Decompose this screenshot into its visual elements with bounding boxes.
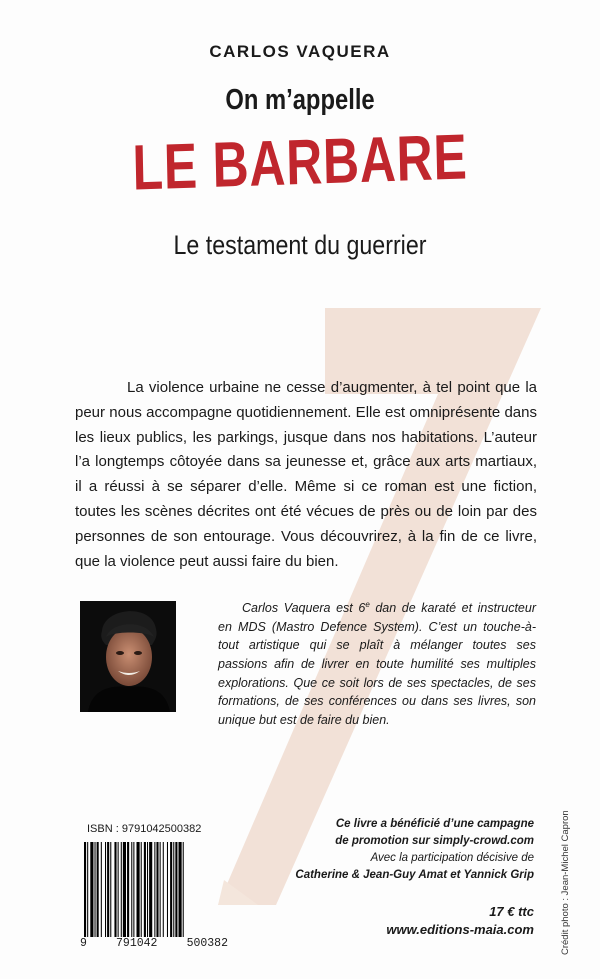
price: 17 € ttc	[489, 904, 534, 919]
barcode-bar	[114, 842, 116, 937]
promo-line-1: Ce livre a bénéficié d’une campagne	[335, 818, 534, 830]
author-photo	[80, 601, 176, 712]
barcode-bar	[149, 842, 152, 937]
barcode-bar	[123, 842, 126, 937]
promo-line-4: Catherine & Jean-Guy Amat et Yannick Grip	[295, 869, 534, 881]
publisher-website: www.editions-maia.com	[386, 922, 534, 937]
barcode-bar	[173, 842, 174, 937]
author-portrait-image	[80, 601, 176, 712]
barcode-bar	[133, 842, 134, 937]
barcode-digits-left: 791042	[116, 937, 158, 950]
subtitle: Le testament du guerrier	[173, 230, 427, 260]
promo-block	[290, 816, 534, 884]
barcode-bar	[131, 842, 132, 937]
promo-line-3: Avec la participation décisive de	[370, 852, 534, 864]
author-bio	[218, 596, 536, 729]
barcode-bar	[107, 842, 109, 937]
barcode-bar	[154, 842, 155, 937]
blurb-paragraph	[75, 376, 537, 574]
barcode-bar	[147, 842, 148, 937]
barcode-bar	[97, 842, 99, 937]
isbn-label: ISBN : 9791042500382	[87, 823, 202, 835]
barcode-bar	[170, 842, 172, 937]
barcode-bar	[137, 842, 140, 937]
barcode-bar	[95, 842, 96, 937]
barcode-bar	[101, 842, 102, 937]
photo-credit: Crédit photo : Jean-Michel Capron	[560, 810, 571, 955]
author-name: CARLOS VAQUERA	[209, 42, 391, 61]
barcode-bar	[87, 842, 88, 937]
barcode-bar	[127, 842, 129, 937]
barcode-bar	[179, 842, 182, 937]
blurb-text: La violence urbaine ne cesse d’augmenter, à tel point que la peur nous accompagne quotidiennement. Elle est omniprésente dans les lieux publics, les parkings, jusque dans nos habitations. L’auteur l’a longtemps côtoyée dans sa jeunesse et, grâce aux arts martiaux, il a réussi à se séparer d’elle. Même si ce roman est une fiction, toutes les scènes décrites ont été vécues de près ou de loin par des personnes de son entourage. Vous découvrirez, à la fin de ce livre, que la violence peut aussi faire du bien.	[75, 379, 537, 570]
bio-text-start: Carlos Vaquera est 6	[242, 601, 366, 616]
barcode-bar	[175, 842, 177, 937]
barcode-bar	[90, 842, 93, 937]
barcode-bar	[141, 842, 142, 937]
barcode-bar	[84, 842, 86, 937]
barcode-bar	[163, 842, 164, 937]
title-line-1: On m’appelle	[225, 84, 375, 116]
title-line-2: LE BARBARE	[131, 120, 469, 204]
barcode-bar	[156, 842, 158, 937]
barcode	[82, 842, 220, 937]
bio-text-rest: dan de karaté et instructeur en MDS (Mastro Defence System). C’est un touche-à-tout artistique qui se plaît à mélanger toutes ses passions afin de livrer en toute humilité ses multiples explorations. Que ce soit lors de ses spectacles, de ses formations, de ses conférences ou dans ses livres, son unique but est de faire du bien.	[218, 601, 536, 727]
barcode-bar	[160, 842, 161, 937]
bio-superscript: e	[365, 600, 370, 609]
barcode-bar	[118, 842, 119, 937]
barcode-bar	[110, 842, 111, 937]
barcode-bar	[121, 842, 122, 937]
barcode-digits-right: 500382	[186, 937, 228, 950]
barcode-digit-first: 9	[80, 937, 87, 950]
barcode-bar	[105, 842, 106, 937]
promo-line-2: de promotion sur simply-crowd.com	[335, 835, 534, 847]
barcode-bar	[167, 842, 168, 937]
barcode-number	[80, 937, 228, 950]
barcode-bar	[183, 842, 184, 937]
barcode-bar	[144, 842, 146, 937]
